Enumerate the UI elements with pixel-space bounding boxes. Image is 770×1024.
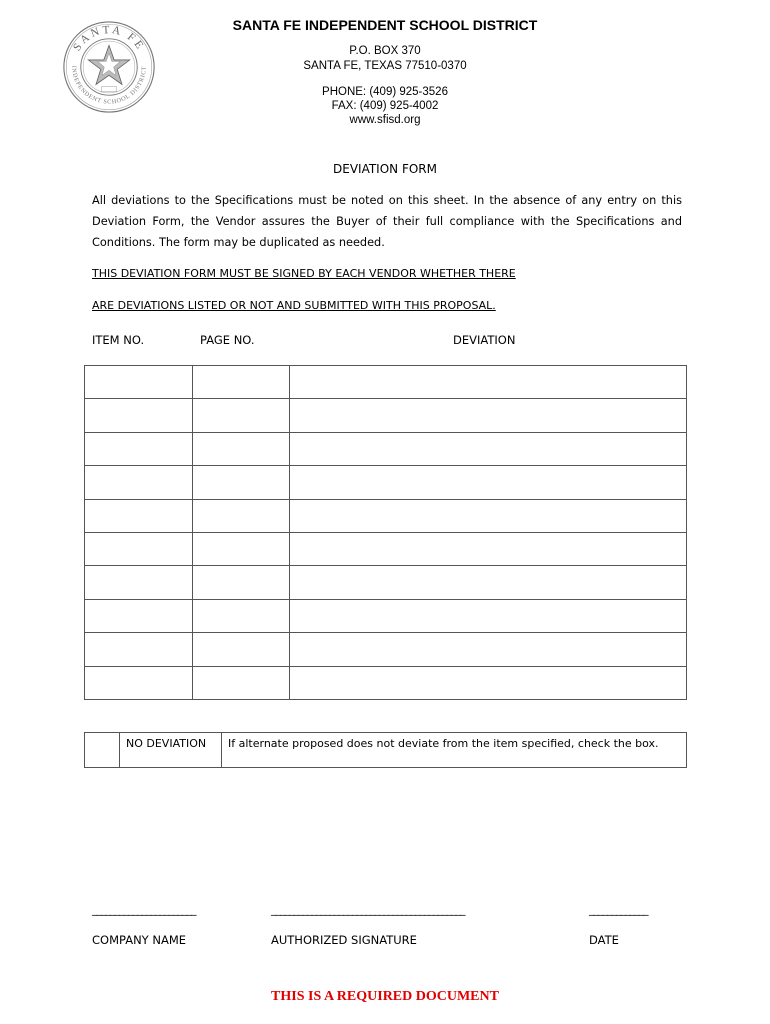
deviation-cell[interactable] xyxy=(290,633,687,666)
svg-text:INDEPENDENT SCHOOL DISTRICT: INDEPENDENT SCHOOL DISTRICT xyxy=(70,65,148,106)
item-no-cell[interactable] xyxy=(85,399,193,432)
page-no-cell[interactable] xyxy=(193,432,290,465)
item-no-cell[interactable] xyxy=(85,466,193,499)
page-no-cell[interactable] xyxy=(193,399,290,432)
item-no-cell[interactable] xyxy=(85,599,193,632)
deviation-row xyxy=(85,633,687,666)
page-no-cell[interactable] xyxy=(193,566,290,599)
item-no-cell[interactable] xyxy=(85,666,193,699)
deviation-cell[interactable] xyxy=(290,599,687,632)
authorized-signature-label: AUTHORIZED SIGNATURE xyxy=(271,933,417,947)
page-no-cell[interactable] xyxy=(193,532,290,565)
deviation-row xyxy=(85,432,687,465)
deviation-cell[interactable] xyxy=(290,666,687,699)
deviation-cell[interactable] xyxy=(290,499,687,532)
deviation-row xyxy=(85,532,687,565)
company-name-line[interactable]: _______________________ xyxy=(92,903,196,916)
item-no-cell[interactable] xyxy=(85,566,193,599)
svg-text:SANTA FE: SANTA FE xyxy=(71,23,147,54)
company-name-label: COMPANY NAME xyxy=(92,933,187,947)
no-deviation-instruction: If alternate proposed does not deviate from the item specified, check the box. xyxy=(222,733,687,768)
po-box: P.O. BOX 370 xyxy=(349,45,421,57)
page-no-cell[interactable] xyxy=(193,466,290,499)
deviation-cell[interactable] xyxy=(290,566,687,599)
no-deviation-section xyxy=(84,732,687,768)
deviation-row xyxy=(85,566,687,599)
item-no-cell[interactable] xyxy=(85,633,193,666)
deviation-row xyxy=(85,666,687,699)
column-header-item-no: ITEM NO. xyxy=(92,333,145,347)
form-title: DEVIATION FORM xyxy=(333,162,437,176)
deviation-row xyxy=(85,599,687,632)
item-no-cell[interactable] xyxy=(85,499,193,532)
column-header-page-no: PAGE NO. xyxy=(200,333,255,347)
city-state-zip: SANTA FE, TEXAS 77510-0370 xyxy=(303,60,467,72)
intro-paragraph: All deviations to the Specifications must be noted on this sheet. In the absence of any entry on this Deviation Form, the Vendor assures the Buyer of their full compliance with the Specifications and Conditions. The form may be duplicated as needed. xyxy=(92,194,682,249)
date-label: DATE xyxy=(589,933,619,947)
signing-notice-line-2: ARE DEVIATIONS LISTED OR NOT AND SUBMITTED WITH THIS PROPOSAL. xyxy=(92,299,496,312)
page-no-cell[interactable] xyxy=(193,666,290,699)
fax-number: FAX: (409) 925-4002 xyxy=(331,100,439,112)
item-no-cell[interactable] xyxy=(85,532,193,565)
deviation-table xyxy=(84,365,687,700)
deviation-cell[interactable] xyxy=(290,399,687,432)
deviation-cell[interactable] xyxy=(290,466,687,499)
page-no-cell[interactable] xyxy=(193,599,290,632)
deviation-row xyxy=(85,499,687,532)
phone-number: PHONE: (409) 925-3526 xyxy=(322,86,448,98)
deviation-cell[interactable] xyxy=(290,432,687,465)
deviation-row xyxy=(85,366,687,399)
page-no-cell[interactable] xyxy=(193,366,290,399)
page-no-cell[interactable] xyxy=(193,499,290,532)
signing-notice-line-1: THIS DEVIATION FORM MUST BE SIGNED BY EACH VENDOR WHETHER THERE xyxy=(92,267,516,280)
page-no-cell[interactable] xyxy=(193,633,290,666)
column-header-deviation: DEVIATION xyxy=(453,333,516,347)
deviation-row xyxy=(85,399,687,432)
district-name: SANTA FE INDEPENDENT SCHOOL DISTRICT xyxy=(232,17,538,33)
deviation-cell[interactable] xyxy=(290,532,687,565)
item-no-cell[interactable] xyxy=(85,432,193,465)
deviation-row xyxy=(85,466,687,499)
deviation-cell[interactable] xyxy=(290,366,687,399)
item-no-cell[interactable] xyxy=(85,366,193,399)
website: www.sfisd.org xyxy=(349,114,421,126)
required-document-notice: THIS IS A REQUIRED DOCUMENT xyxy=(271,989,499,1004)
no-deviation-checkbox[interactable] xyxy=(85,733,120,768)
no-deviation-label: NO DEVIATION xyxy=(120,733,222,768)
date-line[interactable]: _____________ xyxy=(589,903,648,916)
authorized-signature-line[interactable]: ___________________________________________ xyxy=(271,903,465,916)
